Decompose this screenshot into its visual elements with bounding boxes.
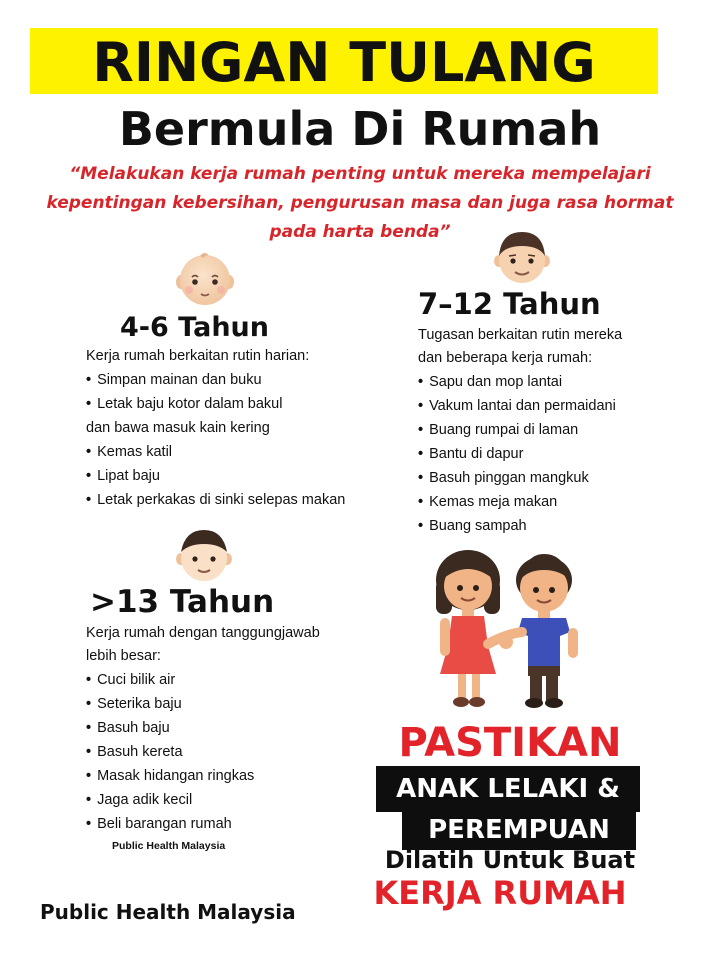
boy-girl-holding-hands-icon: [428, 548, 588, 710]
list-item: • Basuh baju: [86, 720, 170, 736]
list-item: • Jaga adik kecil: [86, 792, 193, 808]
age-heading-4-6: 4-6 Tahun: [120, 312, 270, 343]
list-item: • Vakum lantai dan permaidani: [418, 398, 616, 414]
quote-text: “Melakukan kerja rumah penting untuk mereka mempelajari kepentingan kebersihan, pengurusan masa dan juga rasa hormat pada harta benda”: [46, 164, 674, 242]
list-item: • Buang rumpai di laman: [418, 422, 579, 438]
baby-face-icon: [176, 250, 234, 308]
list-item: • Beli barangan rumah: [86, 816, 232, 832]
list-item: • Basuh pinggan mangkuk: [418, 470, 589, 486]
list-item: • Bantu di dapur: [418, 446, 524, 462]
age-heading-7-12: 7–12 Tahun: [418, 287, 601, 321]
page-title: RINGAN TULANG: [92, 31, 596, 94]
list-item: • Masak hidangan ringkas: [86, 768, 255, 784]
list-item: • Seterika baju: [86, 696, 182, 712]
callout-pastikan: PASTIKAN: [398, 720, 622, 766]
list-item: • Buang sampah: [418, 518, 527, 534]
chores-list-4-6: [86, 345, 376, 512]
list-item: • Basuh kereta: [86, 744, 183, 760]
chores-list-13-plus: [86, 622, 366, 836]
list-item: • Kemas katil: [86, 444, 173, 460]
list-item: • Letak perkakas di sinki selepas makan: [86, 492, 346, 508]
list-item: • Lipat baju: [86, 468, 160, 484]
callout-anak-lelaki: ANAK LELAKI &: [376, 766, 640, 812]
age-heading-13-plus: >13 Tahun: [90, 584, 275, 620]
list-item: • Simpan mainan dan buku: [86, 372, 262, 388]
page-subtitle: Bermula Di Rumah: [118, 102, 602, 156]
boy-face-icon: [494, 230, 550, 286]
list-intro: Kerja rumah dengan tanggungjawab: [86, 625, 320, 641]
list-item: • Letak baju kotor dalam bakul dan bawa masuk kain kering: [86, 396, 283, 436]
list-intro: Tugasan berkaitan rutin mereka: [418, 327, 623, 343]
small-credit: Public Health Malaysia: [112, 840, 226, 852]
list-intro: Kerja rumah berkaitan rutin harian:: [86, 348, 310, 364]
list-intro: dan beberapa kerja rumah:: [418, 350, 593, 366]
footer-credit: Public Health Malaysia: [40, 900, 296, 924]
list-item: • Cuci bilik air: [86, 672, 176, 688]
callout-kerja-rumah: KERJA RUMAH: [373, 874, 627, 912]
list-item: • Sapu dan mop lantai: [418, 374, 563, 390]
child-face-icon: [176, 528, 232, 584]
list-intro: lebih besar:: [86, 648, 161, 664]
callout-dilatih: Dilatih Untuk Buat: [384, 846, 636, 874]
list-item: • Kemas meja makan: [418, 494, 558, 510]
callout-perempuan: PEREMPUAN: [402, 810, 636, 850]
chores-list-7-12: [418, 324, 698, 538]
